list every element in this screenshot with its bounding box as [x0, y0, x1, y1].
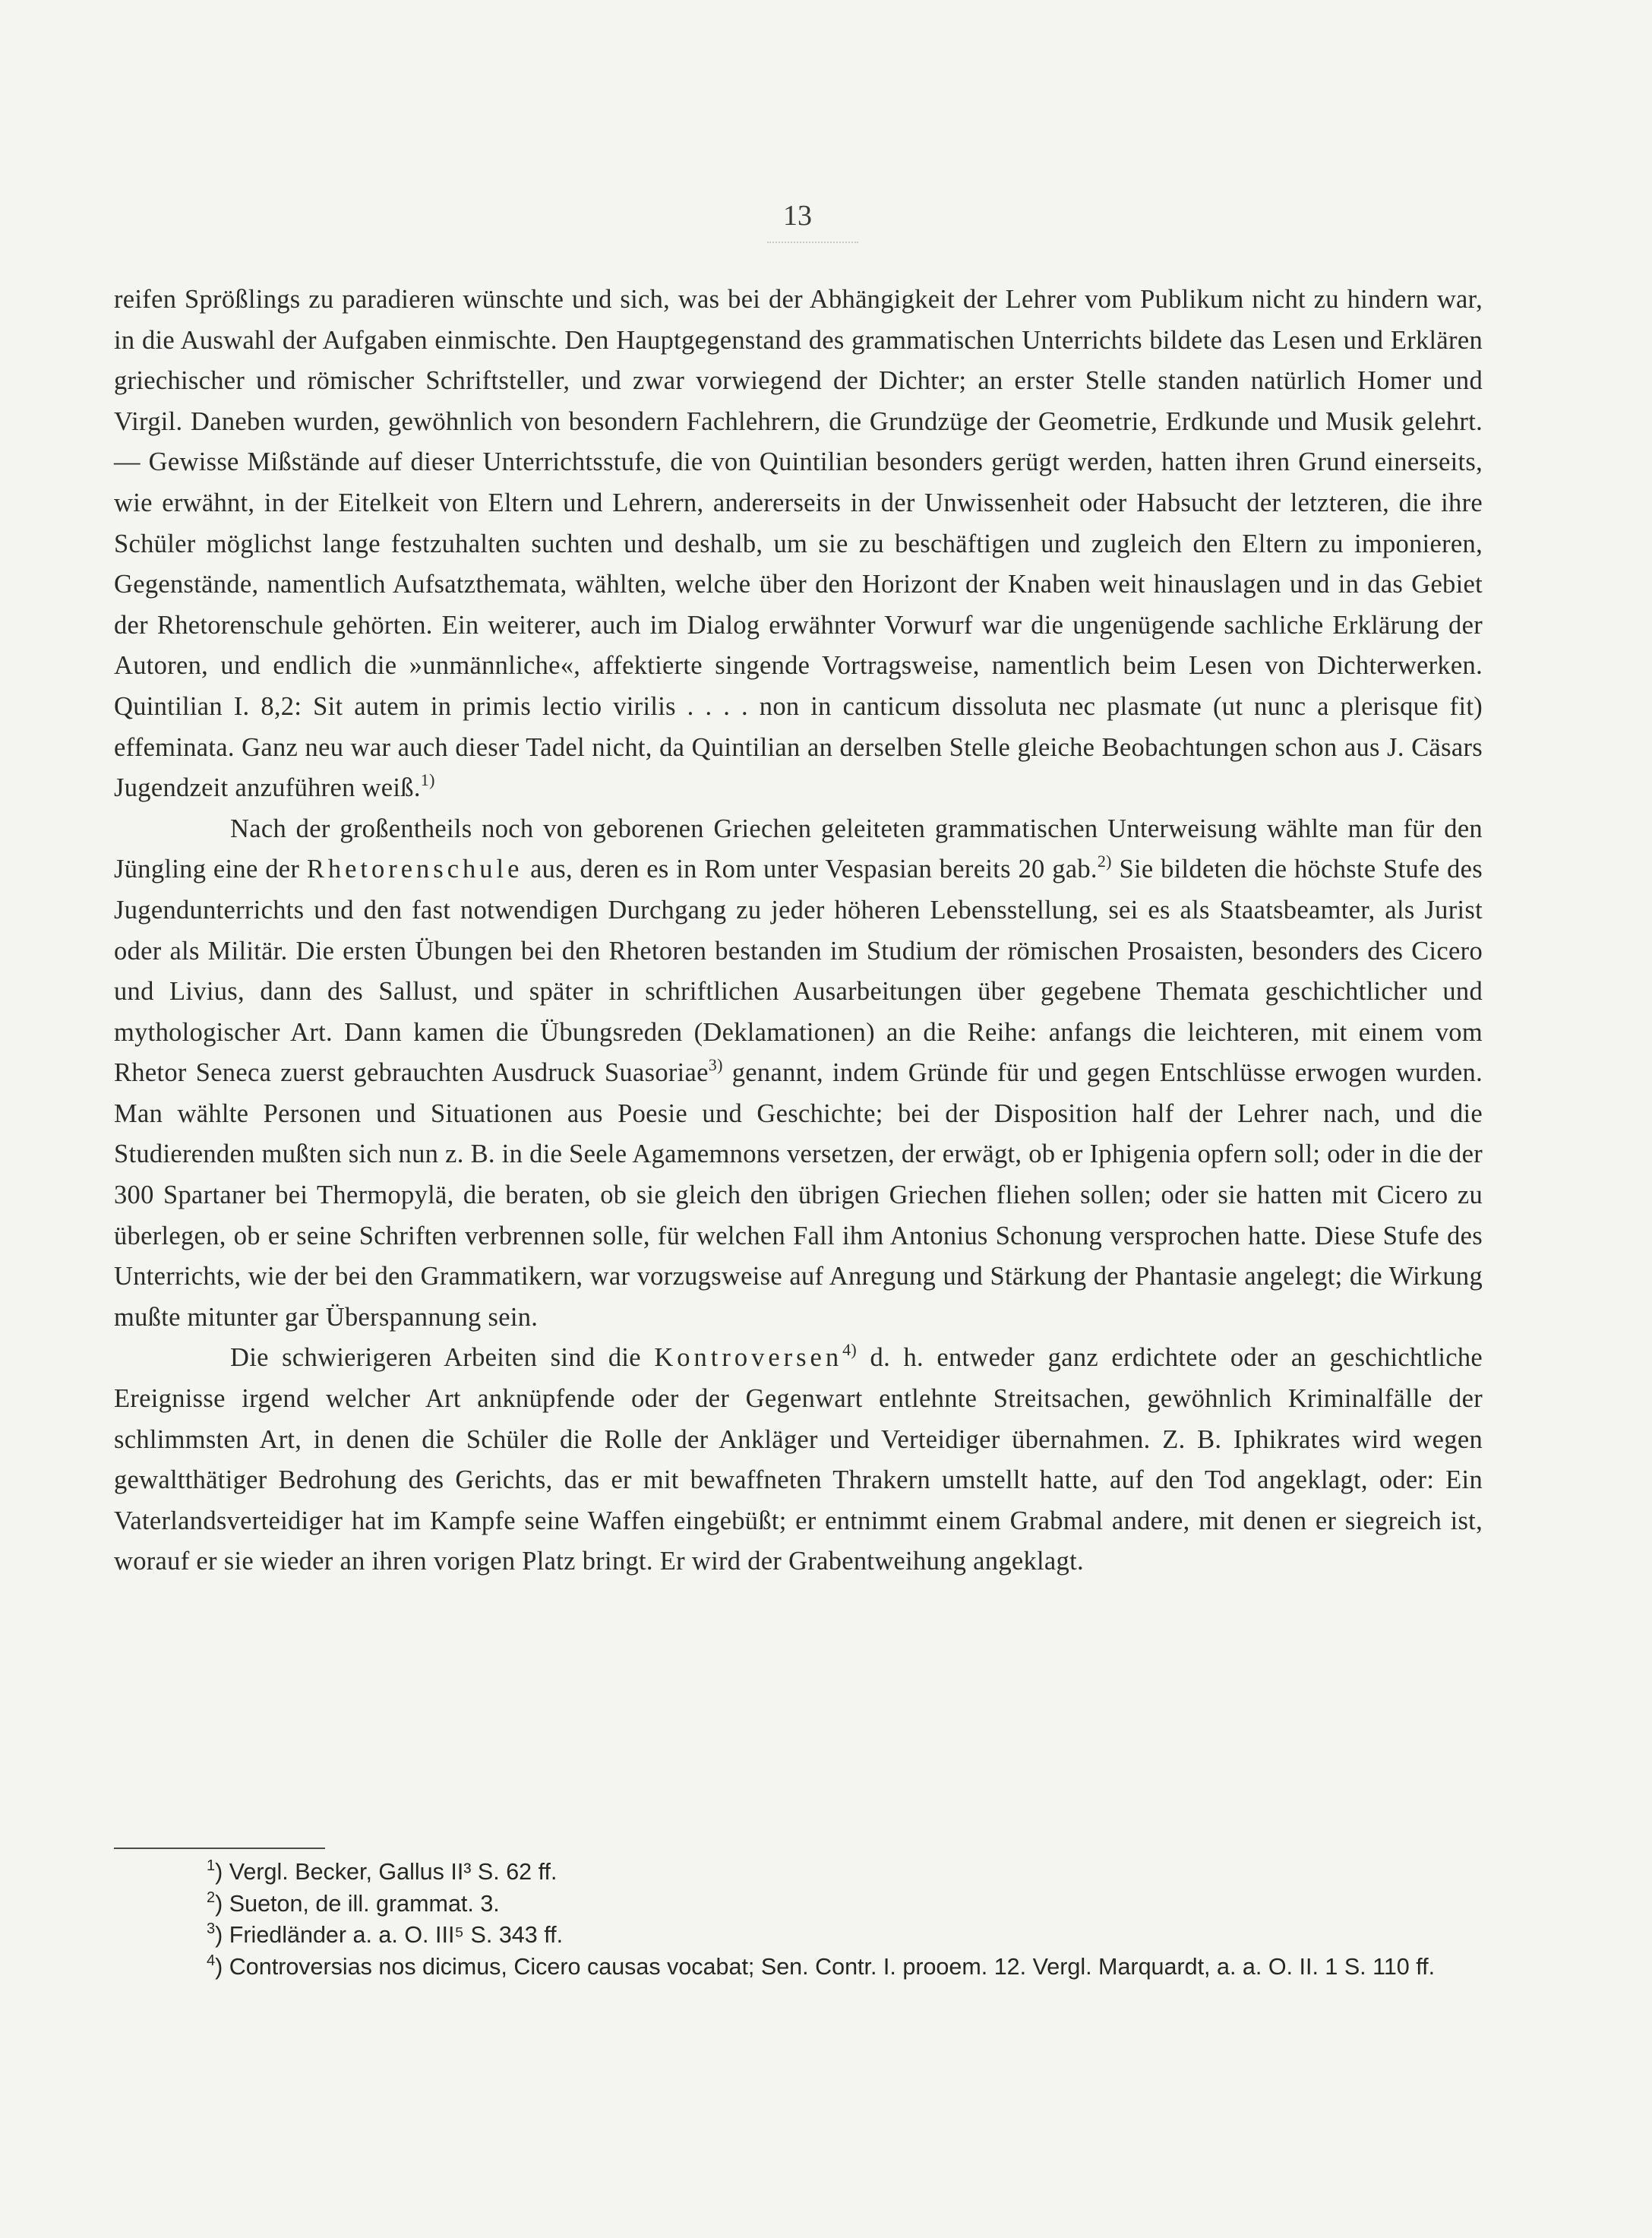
footnote-mark: 3 [207, 1920, 216, 1937]
footnotes [114, 1857, 1483, 1983]
paragraph-3 [114, 1338, 1483, 1582]
paragraph-1-text: reifen Sprößlings zu paradieren wünschte und sich, was bei der Abhängigkeit der Lehrer vom Publikum nicht zu hindern war, in die Auswahl der Aufgaben einmischte. Den Hauptgegenstand des grammatischen Unterrichts bildete das Lesen und Erklären griechischer und römischer Schriftsteller, und zwar vorwiegend der Dichter; an erster Stelle standen natürlich Homer und Virgil. Daneben wurden, gewöhnlich von besondern Fachlehrern, die Grundzüge der Geometrie, Erdkunde und Musik gelehrt. — Gewisse Mißstände auf dieser Unterrichtsstufe, die von Quintilian besonders gerügt werden, hatten ihren Grund einerseits, wie erwähnt, in der Eitelkeit von Eltern und Lehrern, andererseits in der Unwissenheit oder Habsucht der letzteren, die ihre Schüler möglichst lange festzuhalten suchten und deshalb, um sie zu beschäftigen und zugleich den Eltern zu imponieren, Gegenstände, namentlich Aufsatzthemata, wählten, welche über den Horizont der Knaben weit hinauslagen und in das Gebiet der Rhetorenschule gehörten. Ein weiterer, auch im Dialog erwähnter Vorwurf war die ungenügende sachliche Erklärung der Autoren, und endlich die »unmännliche«, affektierte singende Vortragsweise, namentlich beim Lesen von Dichterwerken. Quintilian I. 8,2: Sit autem in primis lectio virilis . . . . non in canticum dissoluta nec plasmate (ut nunc a plerisque fit) effeminata. Ganz neu war auch dieser Tadel nicht, da Quintilian an derselben Stelle gleiche Beobachtungen schon aus J. Cäsars Jugendzeit anzuführen weiß. [114, 285, 1483, 803]
paragraph-2-text-c: Sie bildeten die höchste Stufe des Jugendunterrichts und den fast notwendigen Durchgang zu jeder höheren Lebensstellung, sei es als Staatsbeamter, als Jurist oder als Militär. Die ersten Übungen bei den Rhetoren bestanden im Studium der römischen Prosaisten, besonders des Cicero und Livius, dann des Sallust, und später in schriftlichen Ausarbeitungen über gegebene Themata geschichtlicher und mythologischer Art. Dann kamen die Übungsreden (Deklamationen) an die Reihe: anfangs die leichteren, mit einem vom Rhetor Seneca zuerst gebrauchten Ausdruck Suasoriae [114, 855, 1483, 1088]
footnote-ref-4: 4) [842, 1340, 858, 1360]
footnote-mark: 4 [207, 1952, 216, 1969]
footnote-2: $^2$) Sueton, de ill. grammat. 3. [207, 1889, 500, 1917]
page-number-ornament [767, 242, 858, 243]
paragraph-3-text-b: d. h. entweder ganz erdichtete oder an geschichtliche Ereignisse irgend welcher Art anknüpfende oder der Gegenwart entlehnte Streitsachen, gewöhnlich Kriminalfälle der schlimmsten Art, in denen die Schüler die Rolle der Ankläger und Verteidiger übernahmen. Z. B. Iphikrates wird wegen gewaltthätiger Bedrohung des Gerichts, das er mit bewaffneten Thrakern umstellt hatte, auf den Tod angeklagt, oder: Ein Vaterlandsverteidiger hat im Kampfe seine Waffen eingebüßt; er entnimmt einem Grabmal andere, mit denen er siegreich ist, worauf er sie wieder an ihren vorigen Platz bringt. Er wird der Grabentweihung angeklagt. [114, 1343, 1483, 1576]
footnote-text: Sueton, de ill. grammat. 3. [229, 1890, 500, 1917]
paragraph-2-text-a: Nach der großentheils noch von geborenen Griechen geleiteten grammatischen Unterweisung wählte man für den Jüngling eine der [114, 814, 1483, 884]
footnote-4: $^4$) Controversias nos dicimus, Cicero causas vocabat; Sen. Contr. I. prooem. 12. Vergl. Marquardt, a. a. O. II. 1 S. 110 ff. [207, 1952, 1436, 1980]
footnote-1: $^1$) Vergl. Becker, Gallus II³ S. 62 ff. [207, 1857, 558, 1885]
paragraph-1 [114, 280, 1483, 809]
footnote-mark: 1 [207, 1857, 216, 1874]
footnote-ref-3: 3) [708, 1055, 723, 1075]
footnote-ref-1: 1) [420, 770, 435, 790]
footnote-text: Friedländer a. a. O. III⁵ S. 343 ff. [229, 1922, 564, 1948]
footnote-text: Vergl. Becker, Gallus II³ S. 62 ff. [229, 1859, 558, 1885]
paragraph-3-text-a: Die schwierigeren Arbeiten sind die [230, 1343, 655, 1373]
footnote-3: $^3$) Friedländer a. a. O. III⁵ S. 343 ff. [207, 1920, 564, 1948]
paragraph-2-text-b: aus, deren es in Rom unter Vespasian bereits 20 gab. [523, 855, 1098, 884]
page-number: 13 [783, 200, 812, 232]
footnote-ref-2: 2) [1097, 852, 1112, 871]
footnote-mark: 2 [207, 1889, 216, 1906]
footnote-divider [114, 1848, 325, 1849]
paragraph-2 [114, 809, 1483, 1339]
term-rhetorenschule: Rhetorenschule [306, 855, 523, 884]
footnote-text: Controversias nos dicimus, Cicero causas vocabat; Sen. Contr. I. prooem. 12. Vergl. Marquardt, a. a. O. II. 1 S. 110 ff. [229, 1953, 1436, 1980]
main-text [114, 280, 1483, 1582]
paragraph-2-text-d: genannt, indem Gründe für und gegen Entschlüsse erwogen wurden. Man wählte Personen und Situationen aus Poesie und Geschichte; bei der Disposition half der Lehrer nach, und die Studierenden mußten sich nun z. B. in die Seele Agamemnons versetzen, der erwägt, ob er Iphigenia opfern soll; oder in die der 300 Spartaner bei Thermopylä, die beraten, ob sie gleich den übrigen Griechen fliehen sollen; oder sie hatten mit Cicero zu überlegen, ob er seine Schriften verbrennen solle, für welchen Fall ihm Antonius Schonung versprochen hatte. Diese Stufe des Unterrichts, wie der bei den Grammatikern, war vorzugsweise auf Anregung und Stärkung der Phantasie angelegt; die Wirkung mußte mitunter gar Überspannung sein. [114, 1058, 1483, 1332]
term-kontroversen: Kontroversen [654, 1343, 843, 1373]
